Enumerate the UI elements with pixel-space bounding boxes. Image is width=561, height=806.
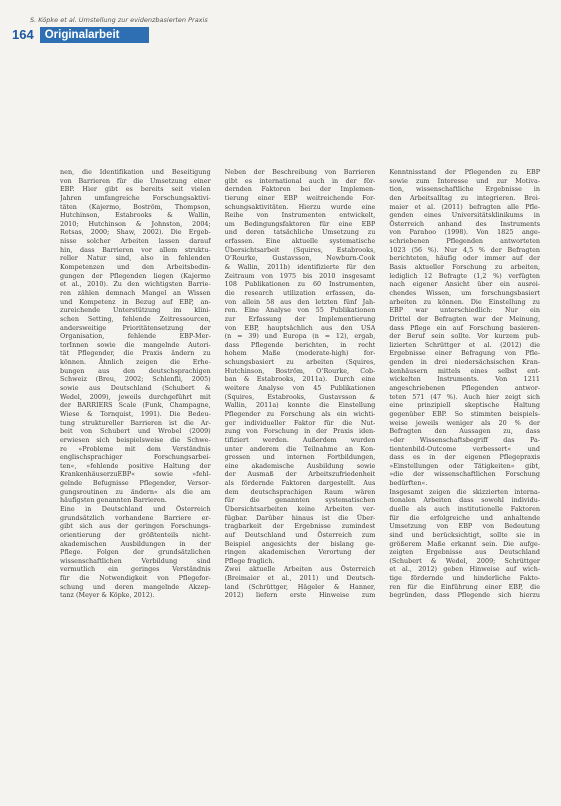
- text-line: eine prinzipiell skeptische Haltung: [389, 401, 541, 410]
- text-line: unter anderem die Teilnahme an Kon-: [224, 444, 376, 453]
- text-line: von EBP, hauptsächlich aus den USA: [224, 323, 376, 332]
- text-line: et al., 2012) geben Hinweise auf wich-: [389, 565, 541, 574]
- text-line: Wedel, 2009), jeweils durchgeführt mit: [60, 392, 211, 401]
- text-line: schriebenen Pflegenden antworteten: [389, 237, 541, 246]
- text-line: tung struktureller Barrieren ist die Ar-: [60, 418, 211, 427]
- text-line: weise jeweils weniger als 20 % der: [389, 418, 541, 427]
- text-line: ren zählen demnach Mangel an Wissen: [60, 288, 211, 297]
- text-line: ren. Eine Analyse von 55 Publikationen: [224, 306, 376, 315]
- text-line: Übersichtsarbeit (Squires, Estabrooks,: [224, 245, 376, 254]
- text-line: bungen aus den deutschsprachigen: [60, 366, 211, 375]
- text-line: tierung einer EBP weitreichende For-: [224, 193, 376, 202]
- text-line: der Ausmaß der Arbeitszufriedenheit: [224, 470, 376, 479]
- text-line: gibt sich aus der geringen Forschungs-: [60, 522, 211, 531]
- text-line: Österreich anhand des Instruments: [389, 219, 541, 228]
- text-line: Wallin, 2011a) konnte die Einstellung: [224, 401, 376, 410]
- text-line: ten«, »fehlende positive Haltung der: [60, 461, 211, 470]
- text-line: land (Schrüttger, Hägeler & Hanner,: [224, 582, 376, 591]
- text-line: für die genannten systematischen: [224, 496, 376, 505]
- text-line: zung von Forschung in der Praxis iden-: [224, 427, 376, 436]
- text-line: tige fördernde und hinderliche Fakto-: [389, 574, 541, 583]
- text-line: (Squires, Estabrooks, Gustavsson &: [224, 392, 376, 401]
- text-line: der Beruf sein sollte. Vor kurzem pub-: [389, 332, 541, 341]
- text-line: schung und deren mangelnde Akzep-: [60, 582, 211, 591]
- text-line: dass Pflegende berichten, in recht: [224, 340, 376, 349]
- body-text: [60, 168, 540, 796]
- text-line: tion, wissenschaftliche Ergebnisse in: [389, 185, 541, 194]
- text-line: Reihe von Instrumenten entwickelt,: [224, 211, 376, 220]
- text-line: Insgesamt zeigen die skizzierten interna-: [389, 487, 541, 496]
- text-line: et al., 2010). Zu den wichtigsten Barrie-: [60, 280, 211, 289]
- text-line: Hutchinson, Estabrooks & Wallin,: [60, 211, 211, 220]
- text-line: weitere Analyse von 45 Publikationen: [224, 384, 376, 393]
- text-line: Drittel der Befragten war der Meinung,: [389, 314, 541, 323]
- text-line: wissenschaftlichen Verbildung sind: [60, 556, 211, 565]
- text-line: Retsas, 2000; Shaw, 2002). Die Ergeb-: [60, 228, 211, 237]
- running-head: S. Köpke et al. Umstellung zur evidenzbasierten Praxis: [30, 16, 208, 24]
- text-line: hin, dass Barrieren vor allem struktu-: [60, 245, 211, 254]
- text-line: gungen der Pflegenden liegen (Kajermo: [60, 271, 211, 280]
- text-line: um Bedingungsfaktoren für eine EBP: [224, 219, 376, 228]
- text-line: schen Setting, fehlende Zeitressourcen,: [60, 314, 211, 323]
- text-line: gungsroutinen zu ändern« als die am: [60, 487, 211, 496]
- text-line: genden in drei niedersächsischen Kran-: [389, 358, 541, 367]
- text-line: dem deutschsprachigen Raum wären: [224, 487, 376, 496]
- text-line: für die erfolgreiche und anhaltende: [389, 513, 541, 522]
- text-line: als fördernde Faktoren dargestellt. Aus: [224, 479, 376, 488]
- text-line: für die Notwendigkeit von Pflegefor-: [60, 574, 211, 583]
- text-line: ban & Estabrooks, 2011a). Durch eine: [224, 375, 376, 384]
- text-line: & Wallin, 2011b) identifizierte für den: [224, 263, 376, 272]
- text-line: schungsbasiert zu arbeiten (Squires,: [224, 358, 376, 367]
- text-line: (n = 39) und Europa (n = 12), ergab,: [224, 332, 376, 341]
- text-line: teten 571 (47 %). Auch hier zeigt sich: [389, 392, 541, 401]
- text-line: Eine in Deutschland und Österreich: [60, 504, 211, 513]
- text-line: Übersichtsarbeiten keine Arbeiten ver-: [224, 504, 376, 513]
- text-line: Basis aktueller Forschung zu arbeiten,: [389, 263, 541, 272]
- text-line: zeigten Ergebnisse aus Deutschland: [389, 548, 541, 557]
- text-line: (Breimaier et al., 2011) und Deutsch-: [224, 574, 376, 583]
- text-line: Wiese & Tornquist, 1991). Die Bedeu-: [60, 409, 211, 418]
- text-line: begründen, dass Pflegende sich hierzu: [389, 591, 541, 600]
- text-line: vermutlich ein geringes Verständnis: [60, 565, 211, 574]
- text-line: nach eigener Ansicht über ein ausrei-: [389, 280, 541, 289]
- text-line: torInnen sowie die mangelnde Autori-: [60, 340, 211, 349]
- text-line: tanz (Meyer & Köpke, 2012).: [60, 591, 155, 600]
- text-line: Jahren umfangreiche Forschungsaktivi-: [60, 193, 211, 202]
- text-line: fügbar. Darüber hinaus ist die Über-: [224, 513, 376, 522]
- text-line: beit von Schubert und Wrobel (2009): [60, 427, 211, 436]
- text-line: englischsprachiger Forschungsarbei-: [60, 453, 211, 462]
- text-line: wickelten Instruments. Von 1211: [389, 375, 541, 384]
- text-line: gegenüber EBP. So stimmten beispiels-: [389, 409, 541, 418]
- text-line: Kenntnisstand der Pflegenden zu EBP: [389, 168, 541, 176]
- text-line: Organisation, fehlende EBP-Mer-: [60, 332, 211, 341]
- text-line: Schweiz (Breu, 2002; Schlenfli, 2005): [60, 375, 211, 384]
- text-line: Zeitraum von 1975 bis 2010 insgesamt: [224, 271, 376, 280]
- text-line: gibt es international auch in der för-: [224, 176, 376, 185]
- text-line: lediglich 12 Befragte (1,2 %) verfügten: [389, 271, 541, 280]
- text-line: maier et al. (2011) befragten alle Pfle-: [389, 202, 541, 211]
- text-line: ger individueller Faktor für die Nut-: [224, 418, 376, 427]
- text-line: können. Ähnlich zeigen die Erhe-: [60, 358, 211, 367]
- text-column-2: [225, 168, 376, 796]
- text-line: nen, die Identifikation und Beseitigung: [60, 168, 211, 176]
- page-number: 164: [12, 27, 34, 42]
- text-line: angeschriebenen Pflegenden antwor-: [389, 384, 541, 393]
- text-line: »die der wissenschaftlichen Forschung: [389, 470, 541, 479]
- text-line: gelnde Befugnisse Pflegender, Versor-: [60, 479, 211, 488]
- text-line: reller Natur sind, also in fehlenden: [60, 254, 211, 263]
- text-line: täten (Kajermo, Boström, Thompson,: [60, 202, 211, 211]
- text-line: KrankenhäuserzuEBP« sowie »fehl-: [60, 470, 211, 479]
- text-line: »der Wissenschaftsbegriff das Pa-: [389, 435, 541, 444]
- text-line: bedürften«.: [389, 479, 428, 488]
- text-line: O’Rourke, Gustavsson, Newburn-Cook: [224, 254, 376, 263]
- text-line: dass Pflege ein auf Forschung basieren-: [389, 323, 541, 332]
- text-line: zur Erfassung der Implementierung: [224, 314, 376, 323]
- page-header: [8, 27, 149, 43]
- text-line: 1023 (56 %). Nur 4,5 % der Befragten: [389, 245, 541, 254]
- text-line: duelle als auch institutionelle Faktoren: [389, 504, 541, 513]
- text-line: EBP. Hier gibt es bereits seit vielen: [60, 185, 211, 194]
- text-line: den Arbeitsalltag zu integrieren. Brei-: [389, 193, 541, 202]
- text-line: andersweitige Prioritätensetzung der: [60, 323, 211, 332]
- text-line: Kompetenzen und den Arbeitsbedin-: [60, 263, 211, 272]
- text-line: Zwei aktuelle Arbeiten aus Österreich: [224, 565, 376, 574]
- text-line: und deren tatsächliche Umsetzung zu: [224, 228, 376, 237]
- text-line: von Parahoo (1998). Von 1825 ange-: [389, 228, 541, 237]
- text-line: tifiziert werden. Außerdem wurden: [224, 435, 376, 444]
- text-line: eine akademische Ausbildung sowie: [224, 461, 376, 470]
- text-line: sowie aus Deutschland (Schubert &: [60, 384, 211, 393]
- text-line: der BARRIERS Scale (Funk, Champagne,: [60, 401, 211, 410]
- text-line: chendes Wissen, um forschungsbasiert: [389, 288, 541, 297]
- text-line: EBP war unterschiedlich: Nur ein: [389, 306, 541, 315]
- text-line: sowie zum Interesse und zur Motiva-: [389, 176, 541, 185]
- text-line: häufigsten genannten Barrieren.: [60, 496, 167, 505]
- text-line: von allein 58 aus den letzten fünf Jah-: [224, 297, 376, 306]
- text-line: Umsetzung von EBP von Bedeutung: [389, 522, 541, 531]
- text-line: Befragten den Aussagen zu, dass: [389, 427, 541, 436]
- text-line: 108 Publikationen zu 60 Instrumenten,: [224, 280, 376, 289]
- text-line: arbeiten zu können. Die Einstellung zu: [389, 297, 541, 306]
- text-line: berichteten, häufig oder immer auf der: [389, 254, 541, 263]
- text-line: ren für die Einführung einer EBP, die: [389, 582, 541, 591]
- text-line: Neben der Beschreibung von Barrieren: [224, 168, 376, 176]
- text-line: Pflege fraglich.: [224, 556, 275, 565]
- text-line: tionalen Arbeiten dass sowohl individu-: [389, 496, 541, 505]
- text-line: kenhäusern mittels eines selbst ent-: [389, 366, 541, 375]
- text-line: tragbarkeit der Ergebnisse zumindest: [224, 522, 376, 531]
- text-line: zureichende Unterstützung im klini-: [60, 306, 211, 315]
- text-line: sind und berücksichtigt, sollte sie in: [389, 530, 541, 539]
- text-line: tät Pflegender, die Praxis ändern zu: [60, 349, 211, 358]
- text-line: erwiesen sich beispielsweise die Schwe-: [60, 435, 211, 444]
- text-line: Ergebnisse einer Befragung von Pfle-: [389, 349, 541, 358]
- text-line: Pflege. Folgen der grundsätzlichen: [60, 548, 211, 557]
- text-line: gressen und internen Fortbildungen,: [224, 453, 376, 462]
- text-line: (Schubert & Wedel, 2009; Schrüttger: [389, 556, 541, 565]
- text-line: schungsaktivitäten. Hierzu wurde eine: [224, 202, 376, 211]
- text-line: orientierung der größtenteils nicht-: [60, 530, 211, 539]
- text-column-1: [60, 168, 211, 796]
- text-line: genden eines Universitätsklinikums in: [389, 211, 541, 220]
- text-line: hohem Maße (moderate-high) for-: [224, 349, 376, 358]
- text-line: 2012) liefern erste Hinweise zum: [224, 591, 376, 600]
- text-line: nisse solcher Arbeiten lassen darauf: [60, 237, 211, 246]
- text-line: größerem Maße erkannt sein. Die aufge-: [389, 539, 541, 548]
- text-line: Beispiel angesichts der bislang ge-: [224, 539, 376, 548]
- text-line: lizierten Schrüttger et al. (2012) die: [389, 340, 541, 349]
- text-line: auf Deutschland und Österreich zum: [224, 530, 376, 539]
- text-line: die research utilization erfassen, da-: [224, 288, 376, 297]
- text-line: von Barrieren für die Umsetzung einer: [60, 176, 211, 185]
- text-line: re »Probleme mit dem Verständnis: [60, 444, 211, 453]
- text-line: erfassen. Eine aktuelle systematische: [224, 237, 376, 246]
- text-line: akademischen Ausbildungen in der: [60, 539, 211, 548]
- text-line: Pflegender zu Forschung als ein wichti-: [224, 409, 376, 418]
- text-line: grundsätzlich vorhandene Barriere er-: [60, 513, 211, 522]
- text-column-3: [389, 168, 540, 796]
- text-line: tientenbild-Outcome verbessert« und: [389, 444, 541, 453]
- text-line: 2010; Hutchinson & Johnston, 2004;: [60, 219, 211, 228]
- text-line: dass es in der eigenen Pflegepraxis: [389, 453, 541, 462]
- text-line: dernden Faktoren bei der Implemen-: [224, 185, 376, 194]
- text-line: »Einstellungen oder Tätigkeiten« gibt,: [389, 461, 541, 470]
- text-line: ringen akademischen Verortung der: [224, 548, 376, 557]
- text-line: Hutchinson, Boström, O’Rourke, Cob-: [224, 366, 376, 375]
- section-label: Originalarbeit: [40, 27, 150, 43]
- text-line: und Kompetenz in Bezug auf EBP, an-: [60, 297, 211, 306]
